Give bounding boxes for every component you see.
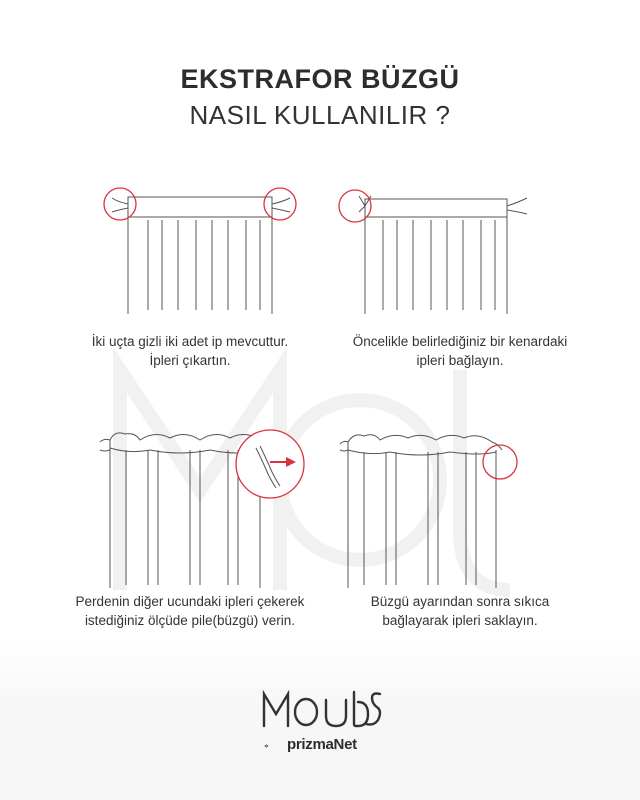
step-4-caption: Büzgü ayarından sonra sıkıca bağlayarak ipleri saklayın. — [370, 594, 550, 628]
step-3-caption: Perdenin diğer ucundaki ipleri çekerek istediğiniz ölçüde pile(büzgü) verin. — [75, 594, 305, 628]
step-3-illustration — [90, 420, 310, 590]
highlight-circle-left — [104, 188, 136, 220]
step-2-caption: Öncelikle belirlediğiniz bir kenardaki ipleri bağlayın. — [352, 334, 568, 368]
prizmanet-logo-icon — [264, 736, 288, 756]
prizmanet-wordmark: prizmaNet — [287, 736, 357, 753]
mouds-logo — [260, 688, 382, 730]
page-title: EKSTRAFOR BÜZGÜ — [180, 64, 460, 94]
highlight-circle-hidden — [483, 445, 517, 479]
highlight-circle-pull — [236, 430, 304, 498]
highlight-circle-right — [264, 188, 296, 220]
page-subtitle: NASIL KULLANILIR ? — [189, 100, 451, 130]
step-1-caption: İki uçta gizli iki adet ip mevcuttur. İpleri çıkartın. — [91, 334, 289, 368]
highlight-circle-knot — [339, 190, 371, 222]
step-4-illustration — [330, 420, 530, 590]
step-2-illustration — [335, 182, 535, 322]
step-1-illustration — [100, 182, 300, 322]
